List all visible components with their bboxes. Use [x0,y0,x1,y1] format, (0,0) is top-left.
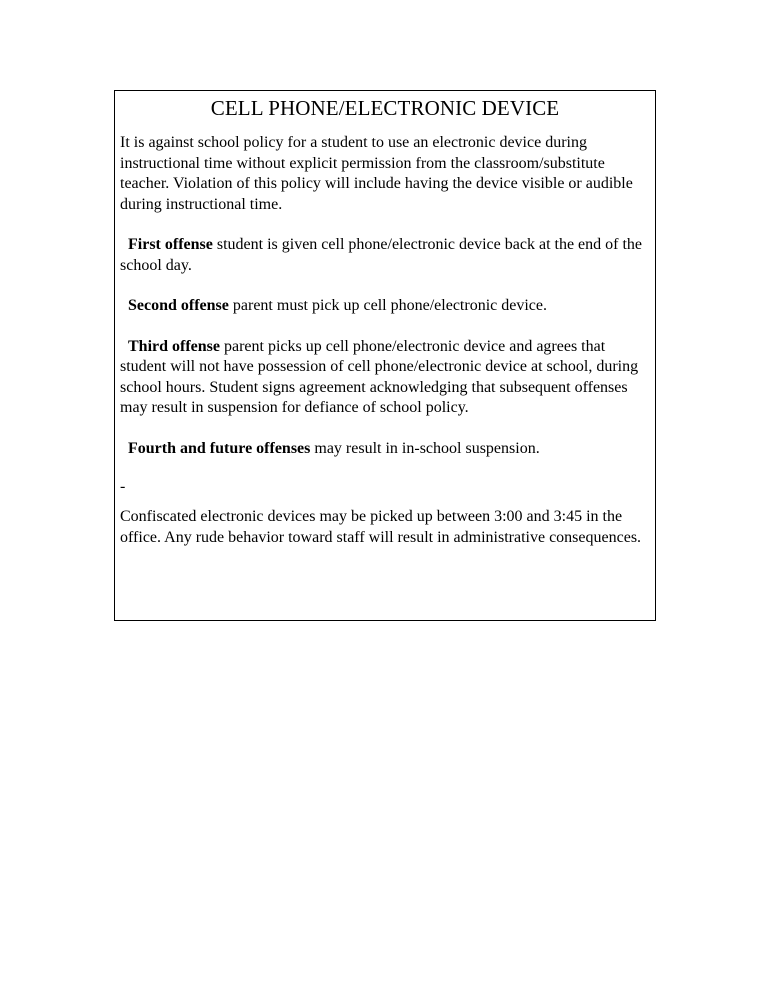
offense-text: parent picks up cell phone/electronic device and agrees that student will not have possession of cell phone/electronic device at school, during school hours. Student signs agreement acknowledging that subsequent offenses may result in suspension for defiance of school policy. [120,337,639,416]
policy-intro: It is against school policy for a student to use an electronic device during instructional time without explicit permission from the classroom/substitute teacher. Violation of this policy will include having the device visible or audible during instructional time. [120,134,633,213]
offense-first [120,235,650,276]
offense-fourth [120,439,650,460]
offense-text: may result in in-school suspension. [310,439,540,457]
offense-label: Fourth and future offenses [128,439,311,457]
offense-label: Third offense [128,337,220,355]
offense-third [120,337,650,419]
offense-label: First offense [128,236,213,253]
policy-title: CELL PHONE/ELECTRONIC DEVICE [210,96,560,120]
offense-label: Second offense [128,297,229,314]
stray-mark: - [120,478,126,495]
offense-text: parent must pick up cell phone/electronic device. [228,297,547,314]
pickup-note: Confiscated electronic devices may be picked up between 3:00 and 3:45 in the office. Any rude behavior toward staff will result in administrative consequences. [120,508,642,546]
offense-text: student is given cell phone/electronic device back at the end of the school day. [120,236,643,274]
offense-second [120,296,650,317]
policy-box [114,90,656,621]
